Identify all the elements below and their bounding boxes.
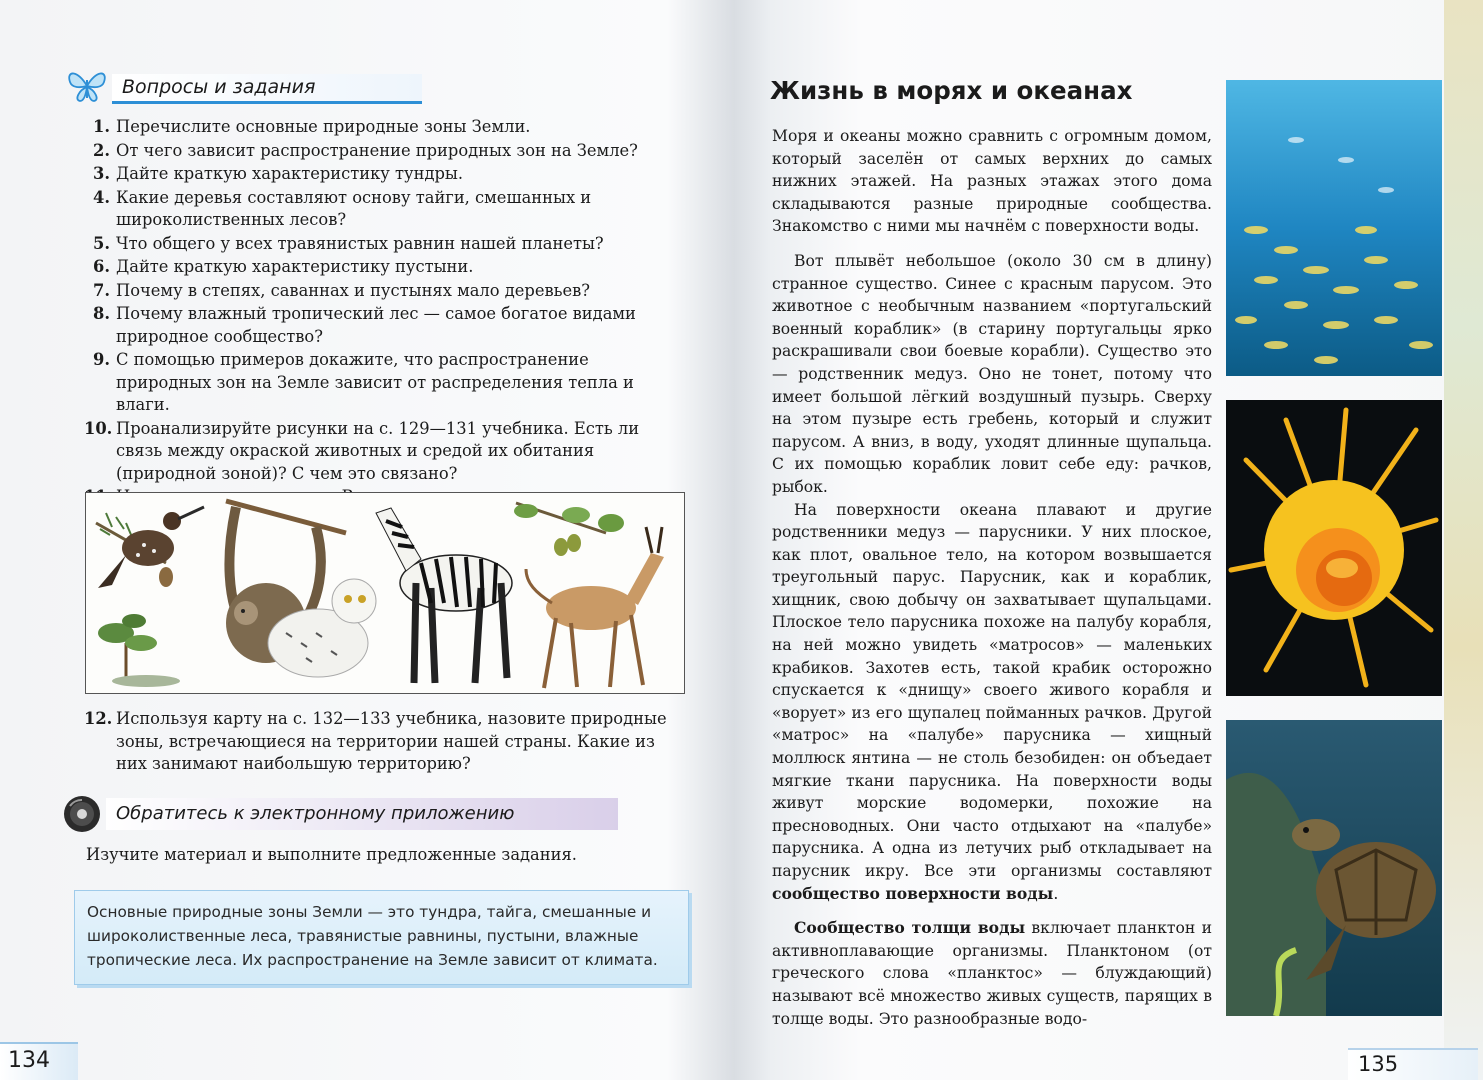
summary-text: Основные природные зоны Земли — это тундра, тайга, смешанные и широколиственные леса, травянистые равнины, пустыни, влажные тропические леса. Их распространение на Земле зависит от климата.	[87, 903, 658, 969]
questions-list	[84, 116, 684, 532]
dwarf-pine-icon	[98, 614, 180, 687]
questions-heading	[60, 66, 422, 108]
question-number: 12.	[84, 709, 113, 728]
question-text: С помощью примеров докажите, что распространение природных зон на Земле зависит от распределения тепла и влаги.	[116, 350, 634, 414]
question-number: 1.	[93, 117, 110, 136]
page-number-right	[1348, 1048, 1478, 1080]
question-text: Перечислите основные природные зоны Земли.	[116, 117, 531, 136]
question-text: Почему в степях, саваннах и пустынях мало деревьев?	[116, 280, 591, 300]
question-item	[84, 116, 684, 139]
paragraph	[772, 499, 1212, 906]
question-text: От чего зависит распространение природных зон на Земле?	[116, 140, 638, 160]
question-item	[84, 187, 684, 232]
question-item	[84, 163, 684, 186]
question-number: 8.	[93, 304, 110, 323]
question-text: Что общего у всех травянистых равнин нашей планеты?	[116, 233, 604, 253]
question-number: 7.	[93, 280, 110, 300]
page-number-left	[0, 1042, 78, 1080]
oak-branch-icon	[514, 503, 624, 556]
question-number: 9.	[93, 350, 110, 369]
e-app-instruction: Изучите материал и выполните предложенные задания.	[86, 845, 577, 864]
page-number-text: 135	[1358, 1052, 1399, 1076]
paragraph-text: включает планктон и активноплавающие организмы. Планктоном (от греческого слова «планктос» — блуждающий) называют всё множество живых существ, парящих в толще воды. Это разнообразные водо-	[772, 919, 1212, 1028]
question-text: Дайте краткую характеристику тундры.	[116, 164, 464, 183]
questions-title: Вопросы и задания	[122, 76, 316, 98]
question-number: 5.	[93, 233, 110, 253]
right-page-body	[772, 125, 1212, 1030]
question-text: Используя карту на с. 132—133 учебника, назовите природные зоны, встречающиеся на территории нашей страны. Какие из них занимают наибольшую территорию?	[116, 709, 667, 773]
sea-turtle-photo	[1226, 720, 1442, 1016]
paragraph-bold: сообщество поверхности воды	[772, 883, 1054, 903]
question-item	[84, 280, 684, 303]
summary-box	[74, 890, 689, 985]
fish-school-photo	[1226, 80, 1442, 376]
right-page-title: Жизнь в морях и океанах	[770, 76, 1133, 105]
question-item	[84, 418, 684, 486]
question-number: 6.	[93, 257, 110, 276]
e-app-title: Обратитесь к электронному приложению	[116, 803, 515, 824]
paragraph-text: На поверхности океана плавают и другие родственники медуз — парусники. У них плоское, как плот, овальное тело, на котором возвышается треугольный парус. Парусник, как и кораблик, хищник, свою добычу он захватывает щупальцами. Плоское тело парусника похоже на палубу корабля, на ней можно увидеть «матросов» — маленьких крабиков. Захотев есть, такой крабик осторожно спускается к «днищу» своего живого корабля и «ворует» из его щупалец пойманных рачков. Другой «матрос» на «палубе» парусника — хищный моллюск янтина — не столь безобиден: он объедает мягкие ткани парусника. На поверхности воды живут морские водомерки, похожие на пресноводных. Они часто отдыхают на «палубе» парусника. А одна из летучих рыб откладывает на парусник икру. Все эти организмы составляют	[772, 500, 1212, 880]
question-number: 2.	[93, 140, 110, 160]
nutcracker-bird-icon	[98, 507, 204, 588]
zebra-icon	[376, 508, 512, 683]
sea-anemone-photo	[1226, 400, 1442, 696]
question-text: Проанализируйте рисунки на с. 129—131 учебника. Есть ли связь между окраской животных и средой их обитания (природной зоной)? С чем это связано?	[116, 418, 640, 483]
question-text: Почему влажный тропический лес — самое богатое видами природное сообщество?	[116, 304, 636, 346]
question-item	[84, 256, 684, 279]
question-item	[84, 349, 684, 417]
paragraph	[772, 917, 1212, 1030]
page-number-text: 134	[8, 1048, 50, 1073]
paragraph-text: .	[1053, 884, 1059, 903]
gazelle-icon	[526, 527, 664, 688]
paragraph-bold: Сообщество толщи воды	[794, 918, 1026, 938]
question-text: Дайте краткую характеристику пустыни.	[116, 257, 474, 276]
question-item	[84, 233, 684, 256]
paragraph: Вот плывёт небольшое (около 30 см в длину) странное существо. Синее с красным парусом. Это животное с необычным названием «португальский военный кораблик» (в старину португальцы ярко раскрашивали свои боевые корабли). Существо это — родственник медуз. Оно не тонет, потому что имеет большой лёгкий воздушный пузырь. Сверху на этом пузыре есть гребень, который и служит парусом. А вниз, в воду, уходят длинные щупальца. С их помощью кораблик ловит себе еду: рачков, рыбок.	[772, 251, 1212, 496]
organisms-illustration	[85, 492, 685, 694]
question-item	[84, 708, 684, 776]
paragraph: Моря и океаны можно сравнить с огромным домом, который заселён от самых верхних до самых нижних этажей. На разных этажах этого дома складываются разные природные сообщества. Знакомство с ними мы начнём с поверхности воды.	[772, 127, 1212, 236]
question-text: Какие деревья составляют основу тайги, смешанных и широколиственных лесов?	[116, 187, 592, 229]
question-number: 4.	[93, 187, 110, 207]
butterfly-icon	[64, 68, 110, 104]
question-item	[84, 303, 684, 348]
question-item	[84, 140, 684, 163]
question-number: 10.	[84, 418, 113, 438]
cd-disc-icon	[62, 794, 102, 834]
e-app-heading	[62, 790, 622, 838]
question-number: 3.	[93, 164, 110, 183]
adjacent-page-edge	[1444, 0, 1483, 1080]
